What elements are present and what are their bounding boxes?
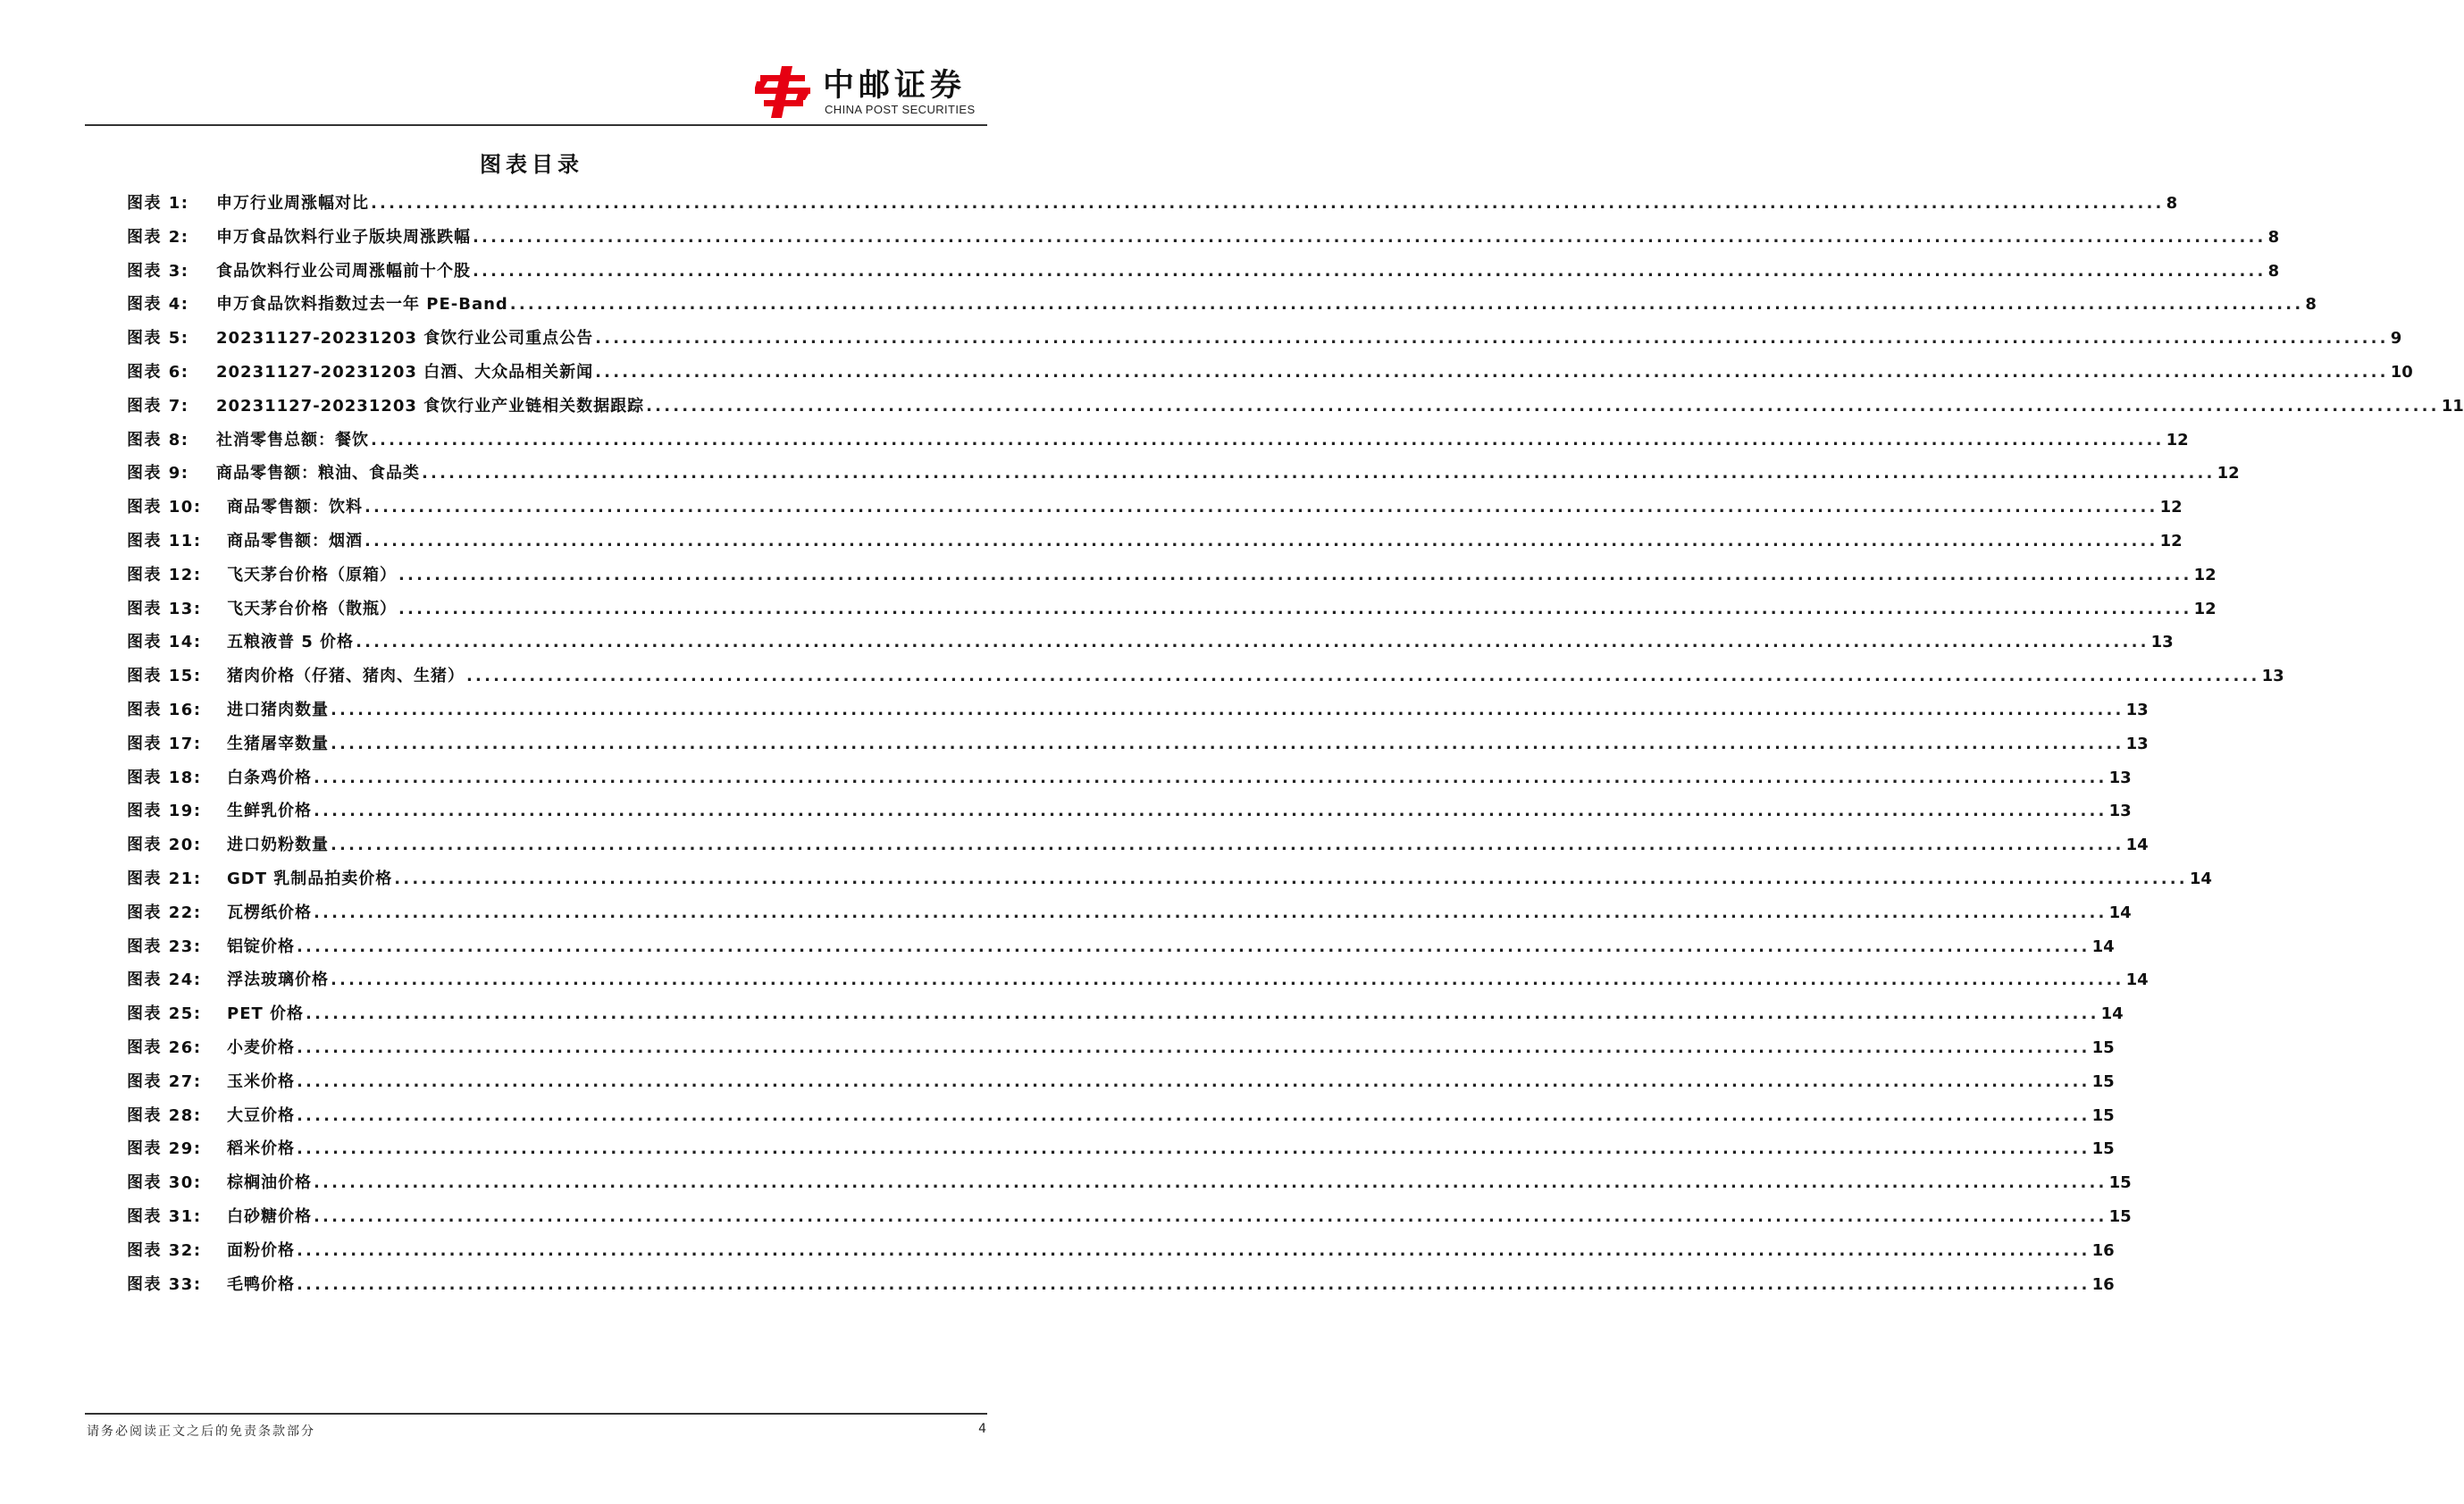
toc-dot-leader: ........................................................................................................................................................................................................ xyxy=(331,836,2125,855)
toc-entry[interactable] xyxy=(127,1001,2124,1035)
toc-entry-label: 图表 28: xyxy=(127,1105,202,1125)
toc-dot-leader: ........................................................................................................................................................................................................ xyxy=(646,396,2440,416)
toc-entry-caption: 生鲜乳价格 xyxy=(227,802,312,821)
toc-entry-page: 12 xyxy=(2166,430,2189,450)
toc-entry-page: 14 xyxy=(2189,869,2212,888)
toc-entry-page: 14 xyxy=(2100,1004,2124,1024)
toc-dot-leader: ........................................................................................................................................................................................................ xyxy=(314,903,2108,922)
toc-entry-caption: 20231127-20231203 白酒、大众品相关新闻 xyxy=(216,362,594,382)
toc-dot-leader: ........................................................................................................................................................................................................ xyxy=(314,1173,2108,1193)
footer-disclaimer: 请务必阅读正文之后的免责条款部分 xyxy=(87,1424,315,1439)
toc-entry-label: 图表 4: xyxy=(127,295,189,315)
toc-entry-label: 图表 22: xyxy=(127,903,202,922)
toc-entry[interactable] xyxy=(127,697,2149,731)
toc-entry-page: 12 xyxy=(2217,464,2240,483)
toc-entry-page: 13 xyxy=(2261,667,2284,686)
toc-entry-page: 8 xyxy=(2267,261,2280,281)
toc-dot-leader: ........................................................................................................................................................................................................ xyxy=(509,295,2304,315)
toc-entry-caption: 面粉价格 xyxy=(227,1240,295,1260)
toc-entry[interactable] xyxy=(127,765,2132,799)
toc-entry-label: 图表 7: xyxy=(127,396,189,416)
toc-entry-label: 图表 20: xyxy=(127,836,202,855)
toc-entry[interactable] xyxy=(127,460,2240,494)
toc-entry-label: 图表 16: xyxy=(127,700,202,719)
toc-entry-page: 13 xyxy=(2125,700,2149,719)
toc-entry[interactable] xyxy=(127,1035,2115,1069)
toc-entry[interactable] xyxy=(127,1204,2132,1238)
toc-dot-leader: ........................................................................................................................................................................................................ xyxy=(371,194,2165,213)
toc-entry-label: 图表 3: xyxy=(127,261,189,281)
toc-entry-page: 15 xyxy=(2108,1173,2132,1193)
toc-dot-leader: ........................................................................................................................................................................................................ xyxy=(398,565,2192,584)
toc-entry[interactable] xyxy=(127,325,2402,359)
toc-entry-label: 图表 31: xyxy=(127,1206,202,1226)
china-post-logo-icon xyxy=(755,66,812,118)
toc-dot-leader: ........................................................................................................................................................................................................ xyxy=(398,599,2192,618)
toc-dot-leader: ........................................................................................................................................................................................................ xyxy=(466,667,2260,686)
toc-entry-caption: 申万行业周涨幅对比 xyxy=(216,194,369,213)
toc-title: 图表目录 xyxy=(480,152,583,177)
toc-entry-caption: 瓦楞纸价格 xyxy=(227,903,312,922)
toc-entry[interactable] xyxy=(127,934,2115,968)
toc-entry-page: 15 xyxy=(2091,1105,2115,1125)
toc-dot-leader: ........................................................................................................................................................................................................ xyxy=(297,1038,2091,1057)
toc-entry-caption: 浮法玻璃价格 xyxy=(227,970,329,990)
toc-entry[interactable] xyxy=(127,798,2132,832)
toc-entry-label: 图表 27: xyxy=(127,1071,202,1091)
toc-dot-leader: ........................................................................................................................................................................................................ xyxy=(297,1139,2091,1159)
toc-entry-caption: 进口猪肉数量 xyxy=(227,700,329,719)
toc-entry-page: 14 xyxy=(2091,937,2115,956)
toc-entry[interactable] xyxy=(127,731,2149,765)
toc-dot-leader: ........................................................................................................................................................................................................ xyxy=(331,734,2125,753)
toc-dot-leader: ........................................................................................................................................................................................................ xyxy=(473,227,2267,247)
toc-dot-leader: ........................................................................................................................................................................................................ xyxy=(394,869,2188,888)
toc-dot-leader: ........................................................................................................................................................................................................ xyxy=(297,1274,2091,1294)
toc-entry-label: 图表 13: xyxy=(127,599,202,618)
toc-dot-leader: ........................................................................................................................................................................................................ xyxy=(306,1004,2099,1024)
toc-entry-label: 图表 15: xyxy=(127,667,202,686)
toc-list xyxy=(127,190,2464,1305)
toc-entry-page: 14 xyxy=(2108,903,2132,922)
toc-entry-page: 8 xyxy=(2305,295,2317,315)
toc-entry-label: 图表 25: xyxy=(127,1004,202,1024)
toc-entry[interactable] xyxy=(127,1238,2115,1272)
toc-entry-label: 图表 11: xyxy=(127,531,202,550)
toc-entry[interactable] xyxy=(127,528,2183,562)
toc-entry-caption: 铝锭价格 xyxy=(227,937,295,956)
toc-dot-leader: ........................................................................................................................................................................................................ xyxy=(356,633,2150,652)
toc-entry-caption: 20231127-20231203 食饮行业公司重点公告 xyxy=(216,329,594,349)
toc-entry-label: 图表 5: xyxy=(127,329,189,349)
toc-dot-leader: ........................................................................................................................................................................................................ xyxy=(422,464,2216,483)
toc-entry-label: 图表 29: xyxy=(127,1139,202,1159)
toc-entry-caption: PET 价格 xyxy=(227,1004,305,1024)
brand-name-en: CHINA POST SECURITIES xyxy=(825,103,976,116)
toc-entry-page: 15 xyxy=(2091,1038,2115,1057)
toc-entry-caption: 飞天茅台价格（散瓶） xyxy=(227,599,397,618)
toc-entry-page: 11 xyxy=(2441,396,2464,416)
toc-entry-page: 15 xyxy=(2091,1071,2115,1091)
toc-entry-caption: 生猪屠宰数量 xyxy=(227,734,329,753)
toc-entry-caption: 白砂糖价格 xyxy=(227,1206,312,1226)
toc-entry[interactable] xyxy=(127,359,2413,393)
toc-entry-label: 图表 14: xyxy=(127,633,202,652)
toc-entry[interactable] xyxy=(127,1272,2115,1306)
toc-entry-label: 图表 32: xyxy=(127,1240,202,1260)
footer-divider xyxy=(85,1413,987,1415)
toc-entry-caption: 飞天茅台价格（原箱） xyxy=(227,565,397,584)
toc-entry[interactable] xyxy=(127,190,2178,224)
toc-entry-page: 12 xyxy=(2159,531,2183,550)
toc-entry[interactable] xyxy=(127,866,2212,900)
toc-entry-label: 图表 24: xyxy=(127,970,202,990)
toc-entry-page: 8 xyxy=(2166,194,2178,213)
toc-dot-leader: ........................................................................................................................................................................................................ xyxy=(297,937,2091,956)
toc-entry[interactable] xyxy=(127,393,2464,427)
toc-entry[interactable] xyxy=(127,258,2280,292)
toc-entry-page: 13 xyxy=(2125,734,2149,753)
toc-entry-label: 图表 6: xyxy=(127,362,189,382)
toc-entry[interactable] xyxy=(127,427,2189,461)
page-header xyxy=(85,0,987,126)
toc-entry[interactable] xyxy=(127,224,2280,258)
toc-entry-page: 16 xyxy=(2091,1274,2115,1294)
header-divider xyxy=(85,124,987,126)
toc-entry[interactable] xyxy=(127,1103,2115,1137)
toc-entry-page: 9 xyxy=(2390,329,2402,349)
toc-entry-label: 图表 33: xyxy=(127,1274,202,1294)
toc-entry[interactable] xyxy=(127,1069,2115,1103)
toc-entry-caption: 玉米价格 xyxy=(227,1071,295,1091)
toc-dot-leader: ........................................................................................................................................................................................................ xyxy=(473,261,2267,281)
toc-dot-leader: ........................................................................................................................................................................................................ xyxy=(371,430,2165,450)
toc-entry-caption: 申万食品饮料指数过去一年 PE-Band xyxy=(216,295,508,315)
toc-entry-label: 图表 23: xyxy=(127,937,202,956)
toc-dot-leader: ........................................................................................................................................................................................................ xyxy=(314,1206,2108,1226)
toc-dot-leader: ........................................................................................................................................................................................................ xyxy=(595,329,2389,349)
toc-entry-page: 12 xyxy=(2159,498,2183,517)
toc-entry-caption: 白条鸡价格 xyxy=(227,768,312,787)
toc-entry-page: 14 xyxy=(2125,970,2149,990)
toc-entry-label: 图表 12: xyxy=(127,565,202,584)
toc-dot-leader: ........................................................................................................................................................................................................ xyxy=(365,498,2158,517)
brand-name-cn: 中邮证券 xyxy=(823,68,967,104)
toc-entry-caption: 棕榈油价格 xyxy=(227,1173,312,1193)
toc-entry-label: 图表 19: xyxy=(127,802,202,821)
toc-entry-caption: 20231127-20231203 食饮行业产业链相关数据跟踪 xyxy=(216,396,645,416)
toc-entry-caption: 猪肉价格（仔猪、猪肉、生猪） xyxy=(227,667,465,686)
toc-entry-caption: 五粮液普 5 价格 xyxy=(227,633,355,652)
toc-entry[interactable] xyxy=(127,663,2284,697)
toc-entry-caption: GDT 乳制品拍卖价格 xyxy=(227,869,393,888)
toc-entry[interactable] xyxy=(127,291,2317,325)
toc-entry[interactable] xyxy=(127,562,2217,596)
toc-dot-leader: ........................................................................................................................................................................................................ xyxy=(297,1071,2091,1091)
toc-dot-leader: ........................................................................................................................................................................................................ xyxy=(331,700,2125,719)
toc-dot-leader: ........................................................................................................................................................................................................ xyxy=(297,1105,2091,1125)
toc-dot-leader: ........................................................................................................................................................................................................ xyxy=(297,1240,2091,1260)
toc-entry-caption: 小麦价格 xyxy=(227,1038,295,1057)
toc-entry-page: 8 xyxy=(2267,227,2280,247)
toc-entry-page: 13 xyxy=(2108,802,2132,821)
toc-entry-caption: 社消零售总额：餐饮 xyxy=(216,430,369,450)
toc-entry[interactable] xyxy=(127,1170,2132,1204)
toc-entry-caption: 进口奶粉数量 xyxy=(227,836,329,855)
brand-logo xyxy=(755,63,987,118)
toc-entry-caption: 商品零售额：烟酒 xyxy=(227,531,363,550)
toc-entry-label: 图表 18: xyxy=(127,768,202,787)
toc-entry[interactable] xyxy=(127,596,2217,630)
toc-entry-label: 图表 26: xyxy=(127,1038,202,1057)
toc-entry-caption: 毛鸭价格 xyxy=(227,1274,295,1294)
toc-entry-page: 14 xyxy=(2125,836,2149,855)
toc-entry-caption: 申万食品饮料行业子版块周涨跌幅 xyxy=(216,227,471,247)
toc-entry-label: 图表 2: xyxy=(127,227,189,247)
toc-entry-page: 12 xyxy=(2193,565,2217,584)
toc-entry-page: 12 xyxy=(2193,599,2217,618)
toc-entry[interactable] xyxy=(127,494,2183,528)
toc-entry[interactable] xyxy=(127,967,2149,1001)
toc-entry-caption: 食品饮料行业公司周涨幅前十个股 xyxy=(216,261,471,281)
toc-entry[interactable] xyxy=(127,900,2132,934)
footer-page-number: 4 xyxy=(978,1422,986,1436)
toc-entry-page: 15 xyxy=(2108,1206,2132,1226)
toc-entry-label: 图表 17: xyxy=(127,734,202,753)
toc-entry-caption: 稻米价格 xyxy=(227,1139,295,1159)
toc-dot-leader: ........................................................................................................................................................................................................ xyxy=(314,802,2108,821)
toc-entry-page: 13 xyxy=(2108,768,2132,787)
toc-dot-leader: ........................................................................................................................................................................................................ xyxy=(314,768,2108,787)
toc-entry[interactable] xyxy=(127,1136,2115,1170)
toc-entry-label: 图表 21: xyxy=(127,869,202,888)
toc-entry-label: 图表 10: xyxy=(127,498,202,517)
toc-entry-label: 图表 1: xyxy=(127,194,189,213)
toc-entry-label: 图表 8: xyxy=(127,430,189,450)
toc-entry-page: 16 xyxy=(2091,1240,2115,1260)
toc-entry[interactable] xyxy=(127,832,2149,866)
toc-dot-leader: ........................................................................................................................................................................................................ xyxy=(365,531,2158,550)
toc-entry-label: 图表 9: xyxy=(127,464,189,483)
toc-entry[interactable] xyxy=(127,629,2174,663)
toc-entry-caption: 商品零售额：粮油、食品类 xyxy=(216,464,420,483)
toc-entry-caption: 大豆价格 xyxy=(227,1105,295,1125)
toc-entry-page: 13 xyxy=(2150,633,2174,652)
toc-entry-page: 15 xyxy=(2091,1139,2115,1159)
toc-entry-caption: 商品零售额：饮料 xyxy=(227,498,363,517)
toc-entry-label: 图表 30: xyxy=(127,1173,202,1193)
toc-dot-leader: ........................................................................................................................................................................................................ xyxy=(331,970,2125,990)
toc-dot-leader: ........................................................................................................................................................................................................ xyxy=(595,362,2389,382)
toc-entry-page: 10 xyxy=(2390,362,2413,382)
